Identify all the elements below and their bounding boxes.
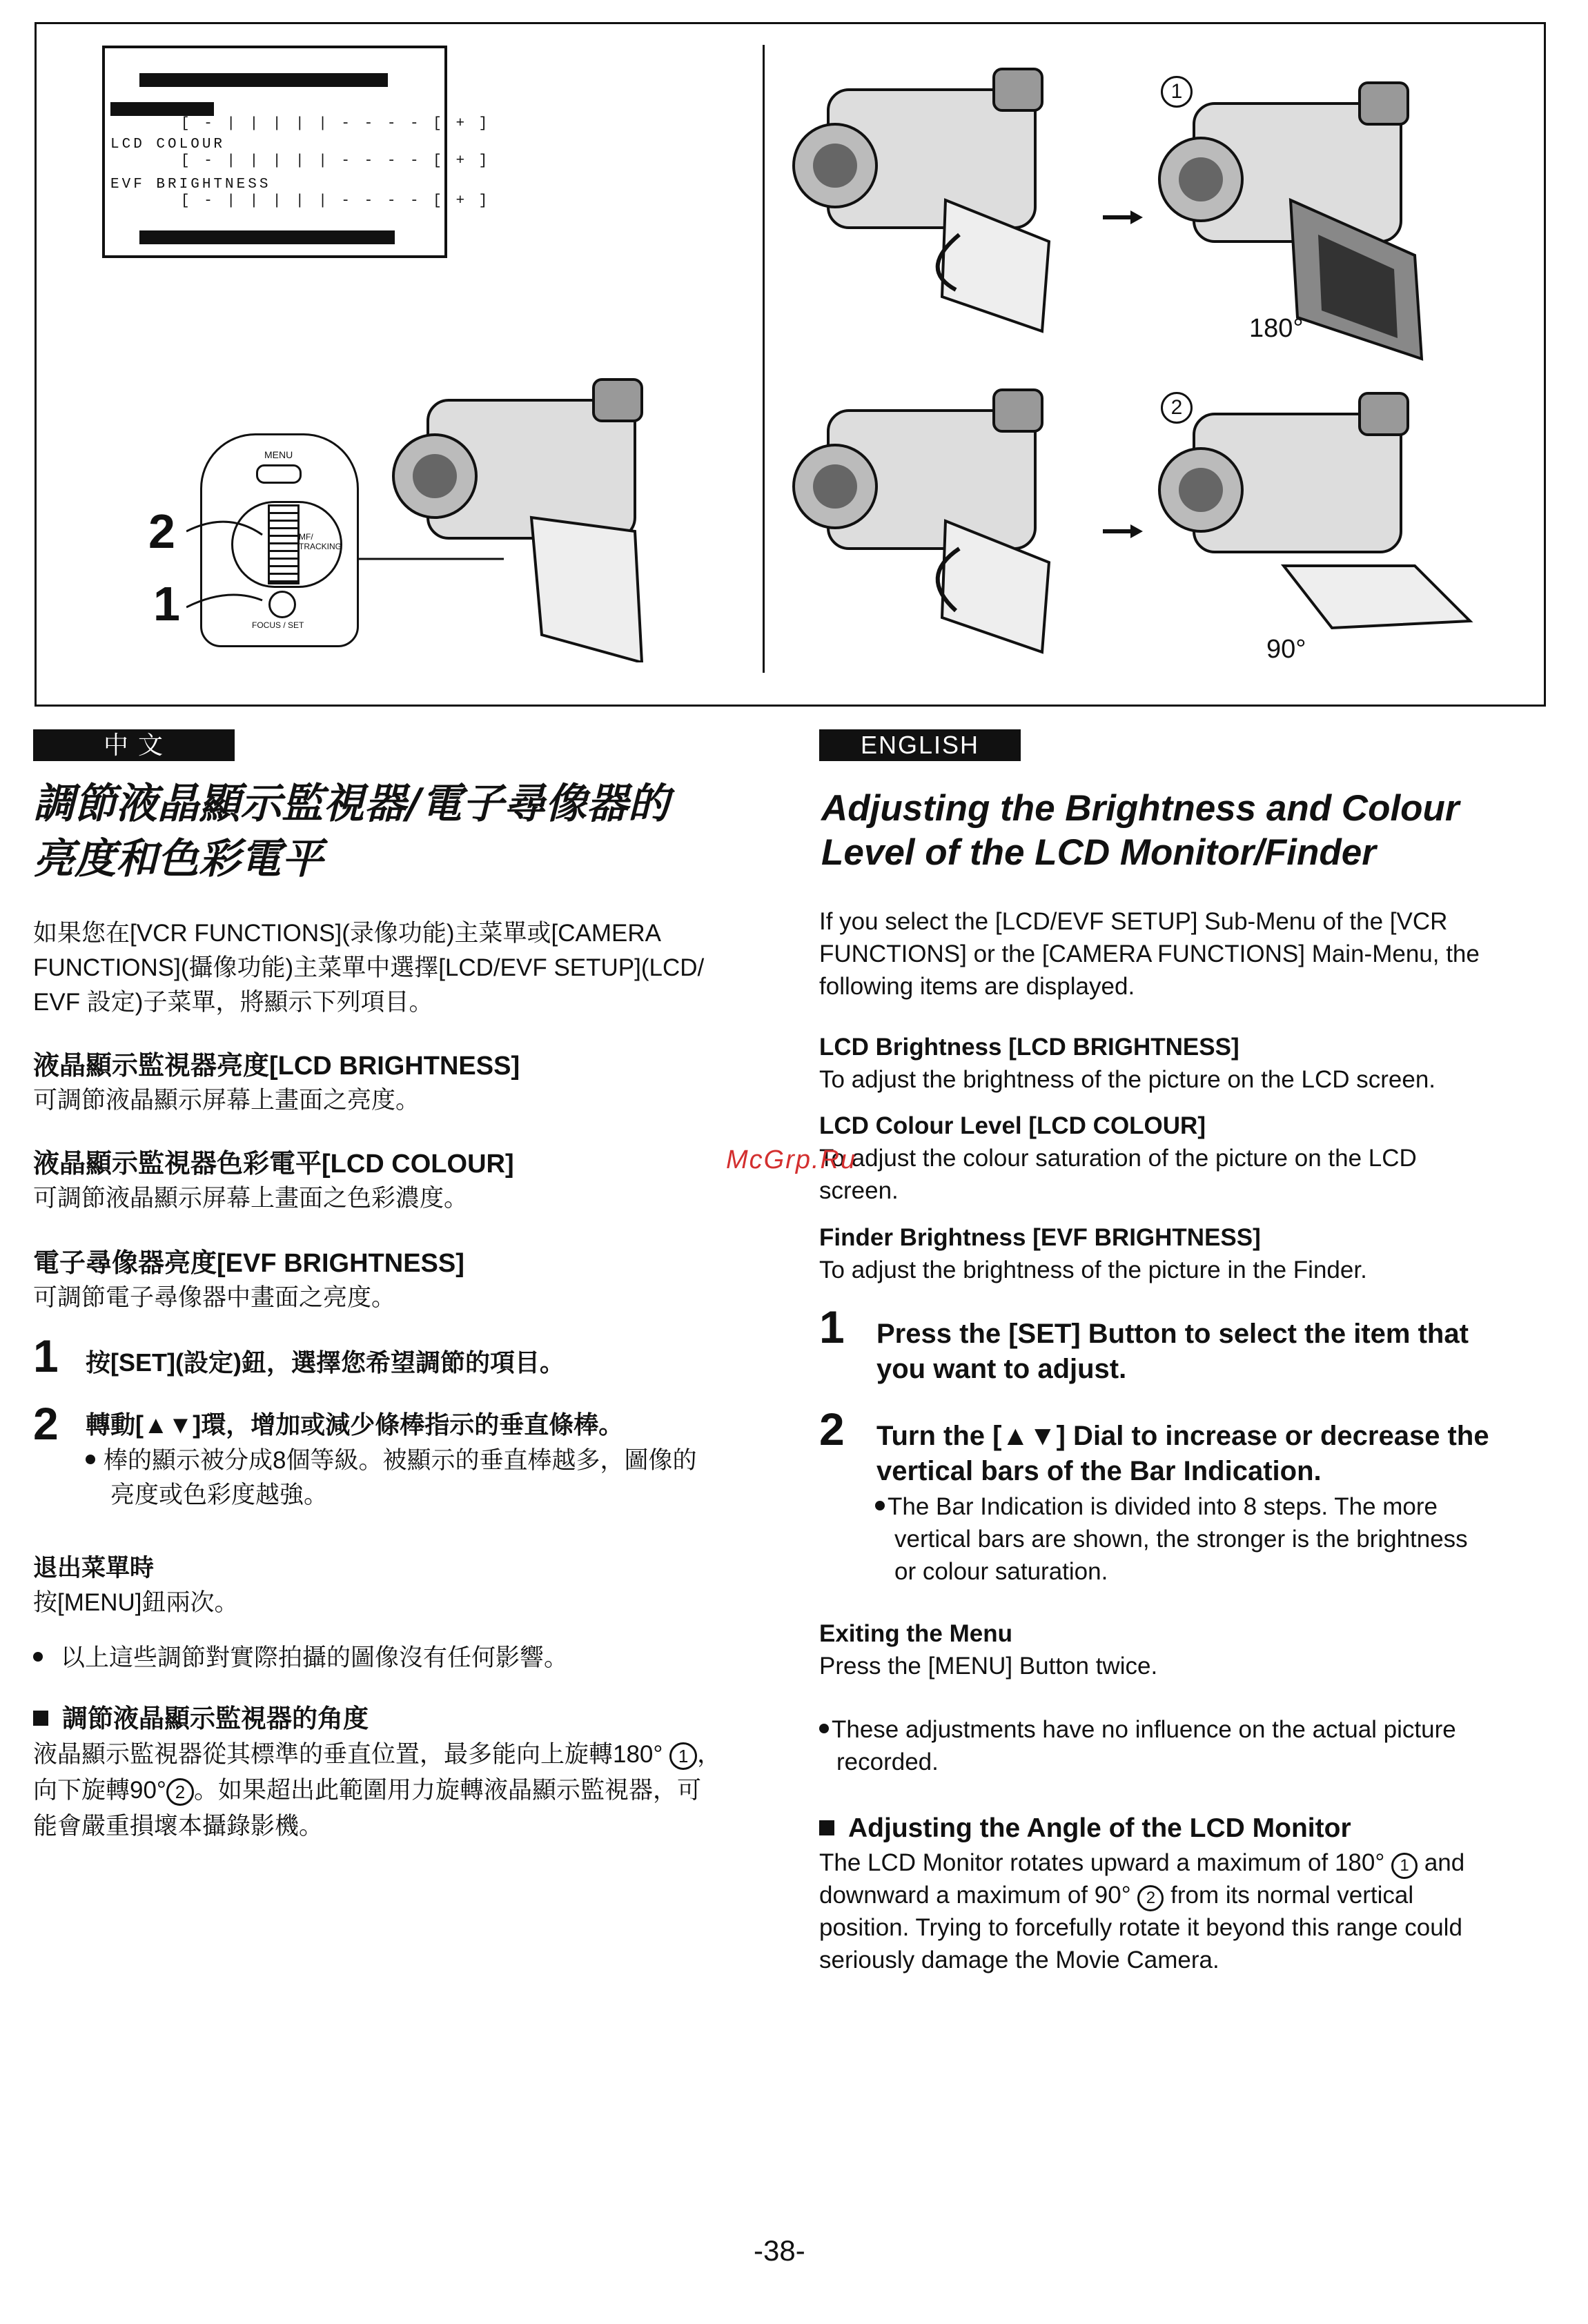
english-step1-line1: Press the [SET] Button to select the item that (876, 1319, 1469, 1349)
chinese-section-tab: 中 文 (33, 729, 235, 761)
figure-divider (763, 45, 765, 673)
angle-90-label: 90° (1266, 635, 1306, 664)
english-section-tab: ENGLISH (819, 729, 1021, 761)
english-note-line2: recorded. (836, 1749, 939, 1775)
english-title-line1: Adjusting the Brightness and Colour (821, 788, 1460, 829)
osd-scale: [ - | | | | | - - - - [ + ] (181, 153, 491, 169)
english-item2-body-line1: To adjust the colour saturation of the picture on the LCD (819, 1145, 1417, 1172)
osd-title-bar (139, 73, 388, 87)
square-bullet-icon (819, 1820, 834, 1835)
english-item2-body-line2: screen. (819, 1177, 899, 1204)
chinese-step1-number: 1 (33, 1330, 59, 1381)
chinese-intro-line2: FUNCTIONS](攝像功能)主菜單中選擇[LCD/EVF SETUP](LCD/ (33, 954, 705, 981)
chinese-item1-heading: 液晶顯示監視器亮度[LCD BRIGHTNESS] (33, 1052, 520, 1081)
english-angle-line1: The LCD Monitor rotates upward a maximum of 180° 1 and (819, 1847, 1464, 1879)
english-exit-heading: Exiting the Menu (819, 1620, 1012, 1647)
english-step2-number: 2 (819, 1404, 845, 1455)
tracking-label: MF/ TRACKING (299, 532, 342, 551)
callout-1: 1 (153, 577, 180, 631)
menu-label: MENU (264, 449, 293, 460)
english-note: These adjustments have no influence on the actual picture (819, 1713, 1456, 1746)
bullet-icon (86, 1455, 95, 1464)
english-angle-line4: seriously damage the Movie Camera. (819, 1947, 1219, 1973)
chinese-step2-bullet-cont: 亮度或色彩度越強。 (110, 1481, 329, 1508)
english-exit-body: Press the [MENU] Button twice. (819, 1653, 1158, 1680)
english-item2-heading: LCD Colour Level [LCD COLOUR] (819, 1112, 1206, 1139)
chinese-step2-text: 轉動[▲▼]環，增加或減少條棒指示的垂直條棒。 (86, 1410, 624, 1439)
english-angle-heading: Adjusting the Angle of the LCD Monitor (819, 1812, 1351, 1844)
english-item1-body: To adjust the brightness of the picture on the LCD screen. (819, 1066, 1436, 1093)
english-intro-line2: FUNCTIONS] or the [CAMERA FUNCTIONS] Main-Menu, the (819, 941, 1480, 967)
chinese-angle-line2: 向下旋轉90° 2 。如果超出此範圍用力旋轉液晶顯示監視器，可 (33, 1773, 701, 1808)
english-item3-heading: Finder Brightness [EVF BRIGHTNESS] (819, 1224, 1261, 1251)
focus-set-label: FOCUS / SET (252, 620, 304, 630)
camcorder-open-lcd-illustration (787, 62, 1077, 338)
english-step1-number: 1 (819, 1301, 845, 1352)
english-intro-line1: If you select the [LCD/EVF SETUP] Sub-Menu of the [VCR (819, 908, 1448, 935)
chinese-item3-heading: 電子尋像器亮度[EVF BRIGHTNESS] (33, 1249, 464, 1278)
chinese-note: 以上這些調節對實際拍攝的圖像沒有任何影響。 (33, 1641, 568, 1675)
english-step1-line2: you want to adjust. (876, 1354, 1127, 1384)
chinese-exit-body: 按[MENU]鈕兩次。 (33, 1589, 239, 1616)
rotation-2-marker: 2 (1161, 392, 1193, 424)
camcorder-illustration (386, 373, 676, 662)
chinese-item3-body: 可調節電子尋像器中畫面之亮度。 (33, 1284, 396, 1311)
bullet-icon (33, 1652, 43, 1662)
square-bullet-icon (33, 1711, 48, 1726)
chinese-item2-heading: 液晶顯示監視器色彩電平[LCD COLOUR] (33, 1150, 514, 1179)
circle-2-icon: 2 (166, 1778, 194, 1806)
english-angle-line2: downward a maximum of 90° 2 from its normal vertical (819, 1879, 1413, 1911)
english-angle-line3: position. Trying to forcefully rotate it beyond this range could (819, 1914, 1462, 1941)
chinese-item1-body: 可調節液晶顯示屏幕上畫面之亮度。 (33, 1087, 420, 1114)
chinese-item2-body: 可調節液晶顯示屏幕上畫面之色彩濃度。 (33, 1185, 469, 1212)
arrow-icon (1103, 524, 1144, 538)
chinese-angle-heading: 調節液晶顯示監視器的角度 (33, 1702, 369, 1736)
camcorder-rotated-down-illustration (1153, 386, 1484, 662)
chinese-angle-line1: 液晶顯示監視器從其標準的垂直位置，最多能向上旋轉180° 1 ， (33, 1737, 721, 1772)
english-step2-bullet: The Bar Indication is divided into 8 steps. The more (875, 1490, 1438, 1523)
chinese-angle-line3: 能會嚴重損壞本攝錄影機。 (33, 1813, 324, 1840)
osd-scale: [ - | | | | | - - - - [ + ] (181, 193, 491, 209)
english-title-line2: Level of the LCD Monitor/Finder (821, 832, 1376, 873)
osd-scale: [ - | | | | | - - - - [ + ] (181, 116, 491, 132)
camcorder-open-lcd-illustration (787, 383, 1077, 659)
chinese-exit-heading: 退出菜單時 (33, 1555, 155, 1582)
rotation-1-marker: 1 (1161, 76, 1193, 108)
english-step2-bullet-line2: vertical bars are shown, the stronger is the brightness (894, 1526, 1468, 1553)
osd-lcd-colour: LCD COLOUR (110, 137, 226, 152)
english-step2-line2: vertical bars of the Bar Indication. (876, 1456, 1322, 1486)
chinese-step1-text: 按[SET](設定)鈕，選擇您希望調節的項目。 (86, 1348, 565, 1377)
circle-1-icon: 1 (1391, 1853, 1418, 1879)
english-intro-line3: following items are displayed. (819, 973, 1135, 1000)
camcorder-rotated-up-illustration (1153, 62, 1484, 373)
arrow-icon (1103, 210, 1144, 224)
osd-menu-screen (102, 46, 491, 258)
page-number: -38- (754, 2234, 805, 2267)
osd-footer-bar (139, 230, 395, 244)
english-item3-body: To adjust the brightness of the picture in the Finder. (819, 1257, 1367, 1283)
watermark-text: McGrp.Ru (726, 1145, 857, 1174)
chinese-title-line2: 亮度和色彩電平 (33, 835, 323, 883)
menu-button (256, 464, 302, 484)
chinese-step2-bullet: 棒的顯示被分成8個等級。被顯示的垂直棒越多，圖像的 (86, 1444, 696, 1478)
chinese-intro-line3: EVF 設定)子菜單，將顯示下列項目。 (33, 989, 433, 1016)
chinese-title-line1: 調節液晶顯示監視器/電子尋像器的 (33, 780, 669, 828)
angle-180-label: 180° (1249, 314, 1304, 343)
bullet-icon (819, 1724, 829, 1733)
callout-2: 2 (148, 504, 175, 558)
english-item1-heading: LCD Brightness [LCD BRIGHTNESS] (819, 1034, 1239, 1061)
osd-highlight-bar (110, 102, 214, 116)
english-step2-bullet-line3: or colour saturation. (894, 1558, 1108, 1585)
circle-1-icon: 1 (669, 1742, 697, 1770)
english-step2-line1: Turn the [▲▼] Dial to increase or decrease the (876, 1421, 1489, 1451)
chinese-intro-line1: 如果您在[VCR FUNCTIONS](录像功能)主菜單或[CAMERA (33, 920, 662, 947)
osd-evf-brightness: EVF BRIGHTNESS (110, 177, 271, 193)
circle-2-icon: 2 (1137, 1885, 1164, 1911)
chinese-step2-number: 2 (33, 1398, 59, 1449)
bullet-icon (875, 1501, 885, 1510)
